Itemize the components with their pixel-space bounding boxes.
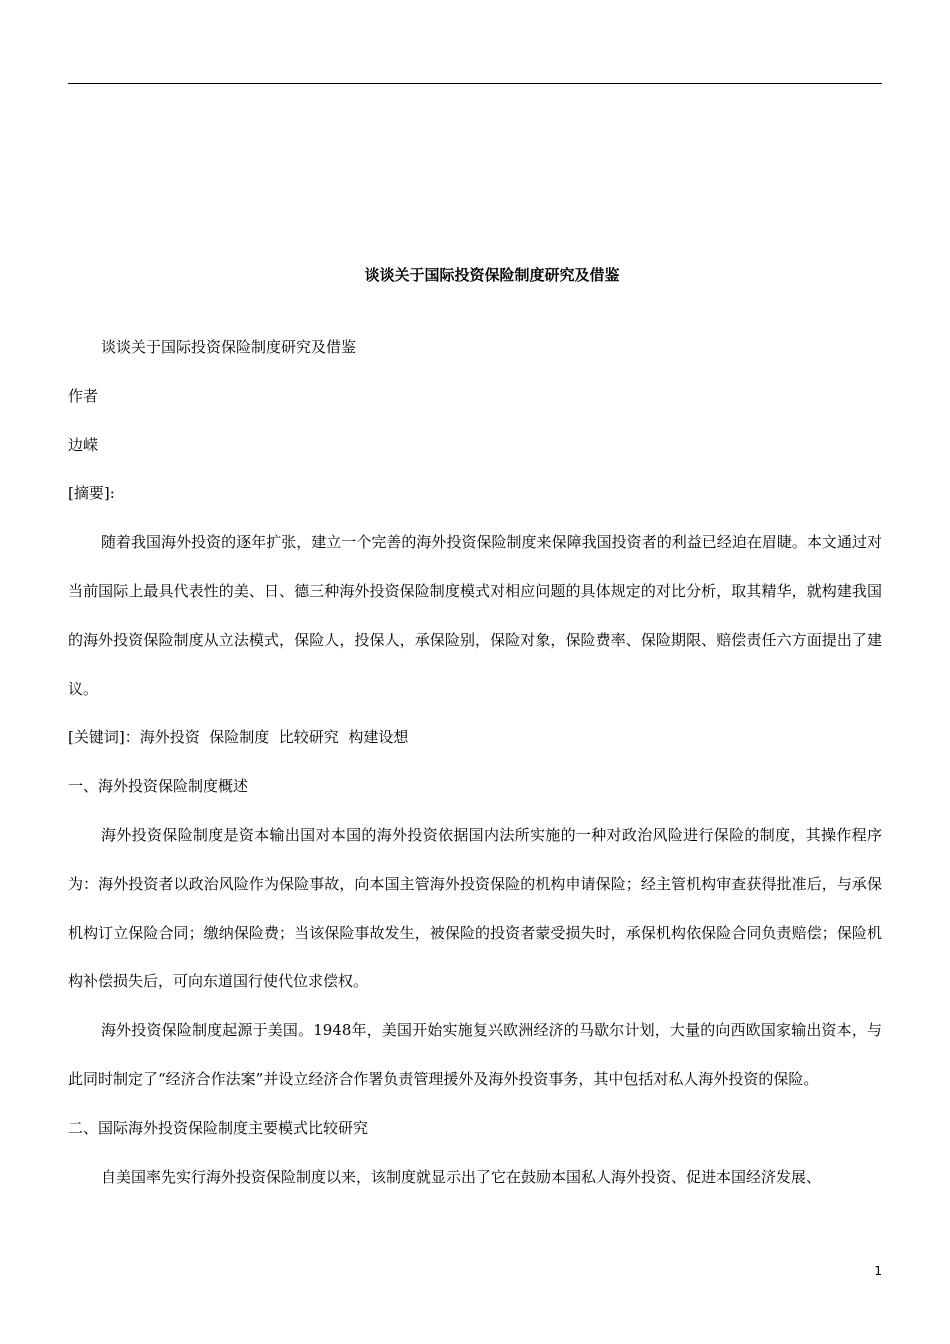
document-body <box>68 323 882 1201</box>
body-paragraph-1: 海外投资保险制度是资本输出国对本国的海外投资依据国内法所实施的一种对政治风险进行保险的制度，其操作程序为：海外投资者以政治风险作为保险事故，向本国主管海外投资保险的机构申请保险；经主管机构审查获得批准后，与承保机构订立保险合同；缴纳保险费；当该保险事故发生，被保险的投资者蒙受损失时，承保机构依保险合同负责赔偿；保险机构补偿损失后，可向东道国行使代位求偿权。 <box>68 825 882 991</box>
page-number: 1 <box>874 1264 882 1278</box>
section-heading-1: 一、海外投资保险制度概述 <box>68 777 249 796</box>
abstract-label: [摘要]: <box>68 484 115 503</box>
author-label: 作者 <box>68 386 99 405</box>
section-heading-2: 二、国际海外投资保险制度主要模式比较研究 <box>68 1118 369 1137</box>
header-rule <box>68 83 882 84</box>
body-paragraph-2: 海外投资保险制度起源于美国。1948年，美国开始实施复兴欧洲经济的马歇尔计划，大量的向西欧国家输出资本，与此同时制定了“经济合作法案”并设立经济合作署负责管理援外及海外投资事务，其中包括对私人海外投资的保险。 <box>68 1021 882 1088</box>
subtitle-paragraph: 谈谈关于国际投资保险制度研究及借鉴 <box>101 338 357 356</box>
document-title: 谈谈关于国际投资保险制度研究及借鉴 <box>364 266 620 284</box>
abstract-paragraph: 随着我国海外投资的逐年扩张，建立一个完善的海外投资保险制度来保障我国投资者的利益已经迫在眉睫。本文通过对当前国际上最具代表性的美、日、德三种海外投资保险制度模式对相应问题的具体规定的对比分析，取其精华，就构建我国的海外投资保险制度从立法模式，保险人，投保人，承保险别，保险对象，保险费率、保险期限、赔偿责任六方面提出了建议。 <box>68 533 882 698</box>
body-paragraph-3: 自美国率先实行海外投资保险制度以来，该制度就显示出了它在鼓励本国私人海外投资、促进本国经济发展、 <box>101 1167 822 1186</box>
keywords-paragraph: [关键词]：海外投资 保险制度 比较研究 构建设想 <box>68 728 409 747</box>
author-name: 边嵘 <box>68 435 99 454</box>
